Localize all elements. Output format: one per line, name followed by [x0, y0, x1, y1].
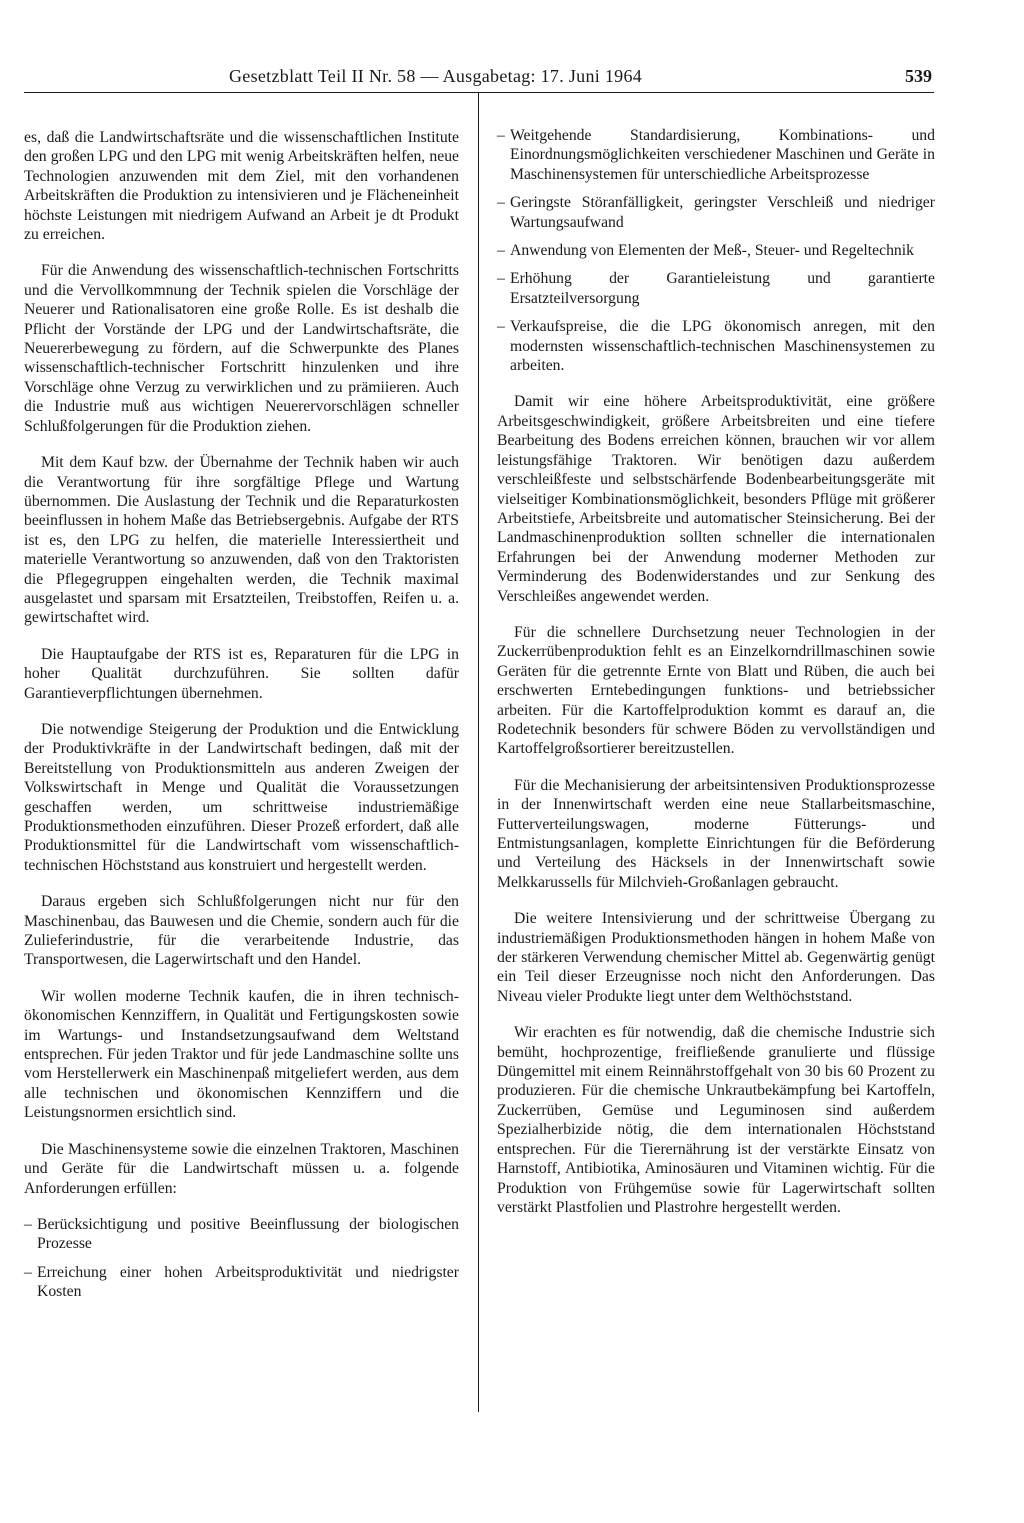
dash-bullet: –: [497, 194, 505, 212]
paragraph: Damit wir eine höhere Arbeitsproduktivität, eine größere Arbeitsgeschwindigkeit, größere Arbeitsbreiten und eine tiefere Bearbeitung des Bodens erreichen können, brauchen wir vor allem leistungsfähige Traktoren. Wir benötigen dazu außerdem verschleißfeste und selbstschärfende Bodenbearbeitungsgeräte mit vielseitiger Kombinationsmöglichkeit, besonders Pflüge mit größerer Arbeitstiefe, Arbeitsbreite und automatischer Steinsicherung. Bei der Landmaschinenproduktion sollten schneller die internationalen Erfahrungen bei der Anwendung moderner Methoden zur Verminderung des Bodenwiderstandes und zur Senkung des Verschleißes angewendet werden.: [497, 393, 935, 605]
paragraph: es, daß die Landwirtschaftsräte und die wissenschaftlichen Institute den großen LPG und den LPG mit wenig Arbeitskräften helfen, neue Technologien anzuwenden mit dem Ziel, mit den vorhandenen Arbeitskräften die Produktion zu intensivieren und je Flächeneinheit höchste Leistungen mit niedrigem Aufwand an Arbeit je dt Produkt zu erreichen.: [24, 129, 459, 244]
dash-bullet: –: [497, 270, 505, 288]
list-item: [24, 1263, 459, 1302]
list-item-text: Erhöhung der Garantieleistung und garantierte Ersatzteilversorgung: [510, 270, 935, 307]
paragraph: Wir erachten es für notwendig, daß die chemische Industrie sich bemüht, hochprozentige, freifließende granulierte und flüssige Düngemittel mit einem Reinnährstoffgehalt von 30 bis 60 Prozent zu produzieren. Für die chemische Unkrautbekämpfung bei Kartoffeln, Zuckerrüben, Gemüse und Leguminosen sind außerdem Spezialherbizide nötig, die dem internationalen Höchststand entsprechen. Für die Tierernährung ist der verstärkte Einsatz von Harnstoff, Antibiotika, Aminosäuren und Vitaminen wichtig. Für die Produktion von Frühgemüse sowie für Lagerwirtschaft sollten verstärkt Plastfolien und Plastrohre hergestellt werden.: [497, 1024, 935, 1216]
paragraph: Wir wollen moderne Technik kaufen, die in ihren technisch-ökonomischen Kennziffern, in Qualität und Fertigungskosten sowie im Wartungs- und Instandsetzungsaufwand dem Weltstand entsprechen. Für jeden Traktor und für jede Landmaschine sollte uns vom Herstellerwerk ein Maschinenpaß mitgeliefert werden, aus dem alle technischen und ökonomischen Kennziffern und die Leistungsnormen ersichtlich sind.: [24, 987, 459, 1122]
list-item: [497, 269, 935, 308]
running-title: Gesetzblatt Teil II Nr. 58 — Ausgabetag: 17. Juni 1964: [229, 66, 643, 86]
page-header: [24, 62, 934, 93]
requirements-list: [24, 1215, 459, 1302]
requirements-list-continued: [497, 126, 935, 375]
dash-bullet: –: [497, 127, 505, 144]
dash-bullet: –: [24, 1263, 32, 1281]
dash-bullet: –: [497, 242, 505, 260]
list-item-text: Weitgehende Standardisierung, Kombinations- und Einordnungsmöglichkeiten verschiedener Maschinen und Geräte in Maschinensystemen für unterschiedliche Arbeitsprozesse: [510, 127, 935, 183]
page-number: 539: [905, 66, 932, 86]
paragraph: Für die Anwendung des wissenschaftlich-technischen Fortschritts und die Vervollkommnung der Technik spielen die Vorschläge der Neuerer und Rationalisatoren eine große Rolle. Es ist deshalb die Pflicht der Vorstände der LPG und der Landwirtschaftsräte, die Neuererbewegung zu fördern, auf die Schwerpunkte des Planes wissenschaftlich-technischer Fortschritt hinzulenken und ihre Vorschläge ohne Verzug zu verwirklichen und zu prämiieren. Auch die Industrie muß aus wichtigen Neuerervorschlägen schneller Schlußfolgerungen für die Produktion ziehen.: [24, 262, 459, 435]
list-item: [497, 241, 935, 260]
list-item: [24, 1215, 459, 1254]
paragraph: Die Maschinensysteme sowie die einzelnen Traktoren, Maschinen und Geräte für die Landwirtschaft müssen u. a. folgende Anforderungen erfüllen:: [24, 1140, 459, 1197]
list-item: [497, 126, 935, 184]
list-item: [497, 317, 935, 375]
paragraph: Mit dem Kauf bzw. der Übernahme der Technik haben wir auch die Verantwortung für ihre sorgfältige Pflege und Wartung übernommen. Die Auslastung der Technik und die Reparaturkosten beeinflussen in hohem Maße das Betriebsergebnis. Aufgabe der RTS ist es, den LPG zu helfen, die materielle Interessiertheit und materielle Verantwortung so anzuwenden, daß von den Traktoristen die Pflegegruppen eingehalten werden, die Technik maximal ausgelastet und sparsam mit Ersatzteilen, Treibstoffen, Reifen u. a. gewirtschaftet wird.: [24, 454, 459, 627]
list-item-text: Anwendung von Elementen der Meß-, Steuer- und Regeltechnik: [510, 242, 914, 260]
paragraph: Die weitere Intensivierung und der schrittweise Übergang zu industriemäßigen Produktionsmethoden hängen in hohem Maße von der stärkeren Verwendung chemischer Mittel ab. Gegenwärtig genügt ein Teil dieser Erzeugnisse noch nicht den Anforderungen. Das Niveau vieler Produkte liegt unter dem Welthöchststand.: [497, 910, 935, 1005]
list-item-text: Verkaufspreise, die die LPG ökonomisch anregen, mit den modernsten wissenschaftlich-technischen Maschinensystemen zu arbeiten.: [510, 318, 935, 375]
paragraph: Daraus ergeben sich Schlußfolgerungen nicht nur für den Maschinenbau, das Bauwesen und die Chemie, sondern auch für die Zulieferindustrie, für die verarbeitende Industrie, das Transportwesen, die Lagerwirtschaft und den Handel.: [24, 893, 459, 969]
paragraph: Die Hauptaufgabe der RTS ist es, Reparaturen für die LPG in hoher Qualität durchzuführen. Sie sollten dafür Garantieverpflichtungen übernehmen.: [24, 645, 459, 702]
paragraph: Für die Mechanisierung der arbeitsintensiven Produktionsprozesse in der Innenwirtschaft werden eine neue Stallarbeitsmaschine, Futterverteilungswagen, moderne Fütterungs- und Entmistungsanlagen, komplette Einrichtungen für die Beförderung und Verteilung des Häcksels in der Innenwirtschaft sowie Melkkarussells für Milchvieh-Großanlagen gebraucht.: [497, 776, 935, 891]
left-column: [24, 128, 459, 1319]
dash-bullet: –: [497, 318, 505, 336]
dash-bullet: –: [24, 1215, 32, 1233]
list-item-text: Erreichung einer hohen Arbeitsproduktivität und niedrigster Kosten: [37, 1263, 459, 1301]
paragraph: Die notwendige Steigerung der Produktion und die Entwicklung der Produktivkräfte in der Landwirtschaft bedingen, daß mit der Bereitstellung von Produktionsmitteln aus anderen Zweigen der Volkswirtschaft in Menge und Qualität die Voraussetzungen geschaffen werden, um schrittweise industriemäßige Produktionsmethoden einzuführen. Dieser Prozeß erfordert, daß alle Produktionsmittel für die Landwirtschaft vom wissenschaftlich-technischen Höchststand aus konstruiert und hergestellt werden.: [24, 720, 459, 874]
list-item: [497, 193, 935, 232]
paragraph: Für die schnellere Durchsetzung neuer Technologien in der Zuckerrübenproduktion fehlt es an Einzelkorndrillmaschinen sowie Geräten für die getrennte Ernte von Blatt und Rüben, die auch bei erschwerten Erntebedingungen funktions- und betriebssicher arbeiten. Für die Kartoffelproduktion kommt es darauf an, die Rodetechnik besonders für schwere Böden zu vervollständigen und Kartoffelgroßsortierer bereitzustellen.: [497, 623, 935, 758]
right-column: [497, 126, 935, 1234]
list-item-text: Berücksichtigung und positive Beeinflussung der biologischen Prozesse: [37, 1215, 459, 1253]
column-divider: [478, 92, 479, 1412]
list-item-text: Geringste Störanfälligkeit, geringster Verschleiß und niedriger Wartungsaufwand: [510, 194, 935, 231]
